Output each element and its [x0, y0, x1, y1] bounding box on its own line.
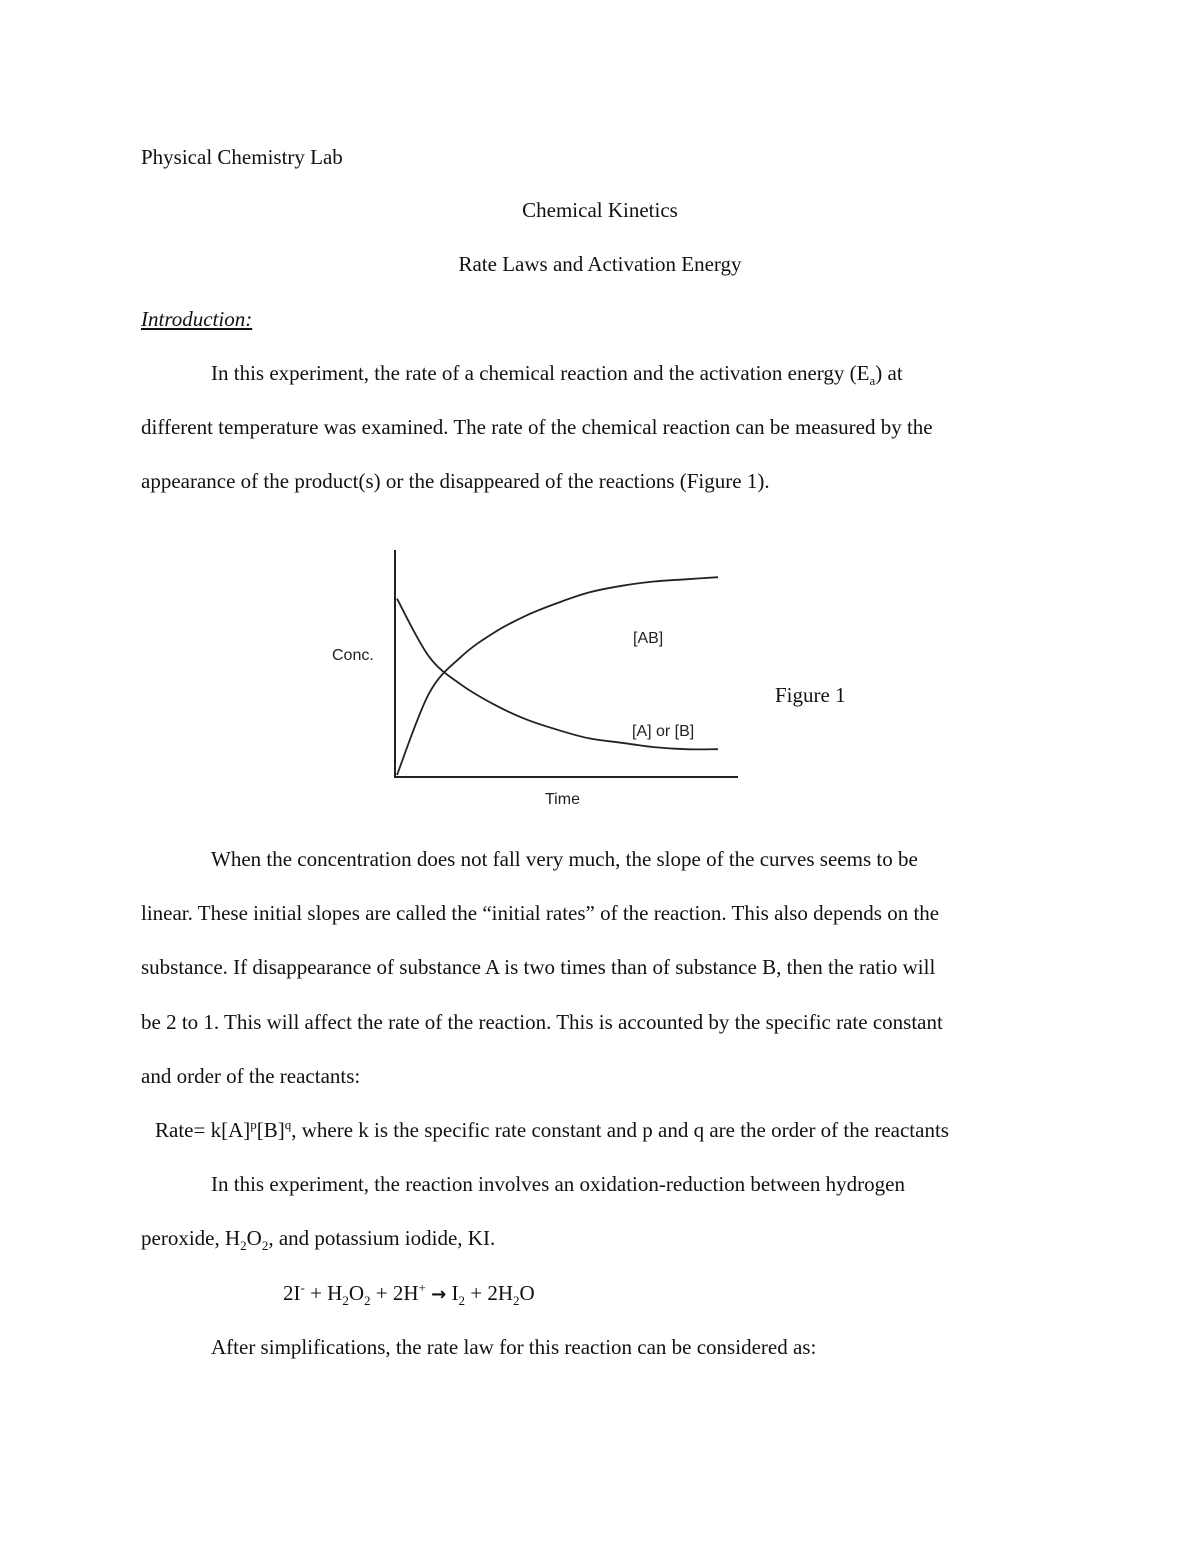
reactant-curve-label: [A] or [B] — [632, 723, 695, 740]
intro-paragraph-line-1: In this experiment, the rate of a chemical reaction and the activation energy $(E_a)$ at — [211, 361, 903, 389]
figure-1-caption: Figure 1 — [775, 683, 846, 707]
paragraph-2-line-1: When the concentration does not fall very much, the slope of the curves seems to be — [211, 847, 918, 871]
reaction-equation: $2I^- + H_2O_2 + 2H^+ \to I_2 + 2H_2O$ — [283, 1280, 535, 1309]
paragraph-3-line-2: peroxide, $H_2O_2$, and potassium iodide, KI. — [141, 1226, 496, 1254]
course-title: Physical Chemistry Lab — [141, 145, 343, 169]
x-axis-label: Time — [545, 791, 580, 808]
intro-paragraph-line-2: different temperature was examined. The rate of the chemical reaction can be measured by the — [141, 415, 933, 439]
y-axis-label: Conc. — [332, 647, 374, 664]
rate-law-equation: Rate= $k[A]^p[B]^q$, where k is the specific rate constant and p and q are the order of the reactants — [155, 1117, 949, 1142]
paragraph-3-line-1: In this experiment, the reaction involves an oxidation-reduction between hydrogen — [211, 1172, 905, 1196]
paragraph-2-line-5: and order of the reactants: — [141, 1064, 361, 1088]
intro-paragraph-line-3: appearance of the product(s) or the disappeared of the reactions (Figure 1). — [141, 469, 770, 493]
paragraph-2-line-4: be 2 to 1. This will affect the rate of the reaction. This is accounted by the specific rate constant — [141, 1010, 943, 1034]
introduction-heading: Introduction: — [141, 307, 253, 331]
reaction-arrow-icon: → — [431, 1284, 447, 1305]
product-curve-ab — [397, 577, 718, 775]
document-subtitle: Rate Laws and Activation Energy — [458, 252, 742, 276]
figure-1-chart — [320, 540, 760, 820]
paragraph-2-line-3: substance. If disappearance of substance A is two times than of substance B, then the ratio will — [141, 955, 936, 979]
paragraph-4: After simplifications, the rate law for this reaction can be considered as: — [211, 1335, 817, 1359]
product-curve-label: [AB] — [633, 630, 664, 647]
paragraph-2-line-2: linear. These initial slopes are called the “initial rates” of the reaction. This also depends on the — [141, 901, 940, 925]
document-title: Chemical Kinetics — [522, 198, 678, 222]
